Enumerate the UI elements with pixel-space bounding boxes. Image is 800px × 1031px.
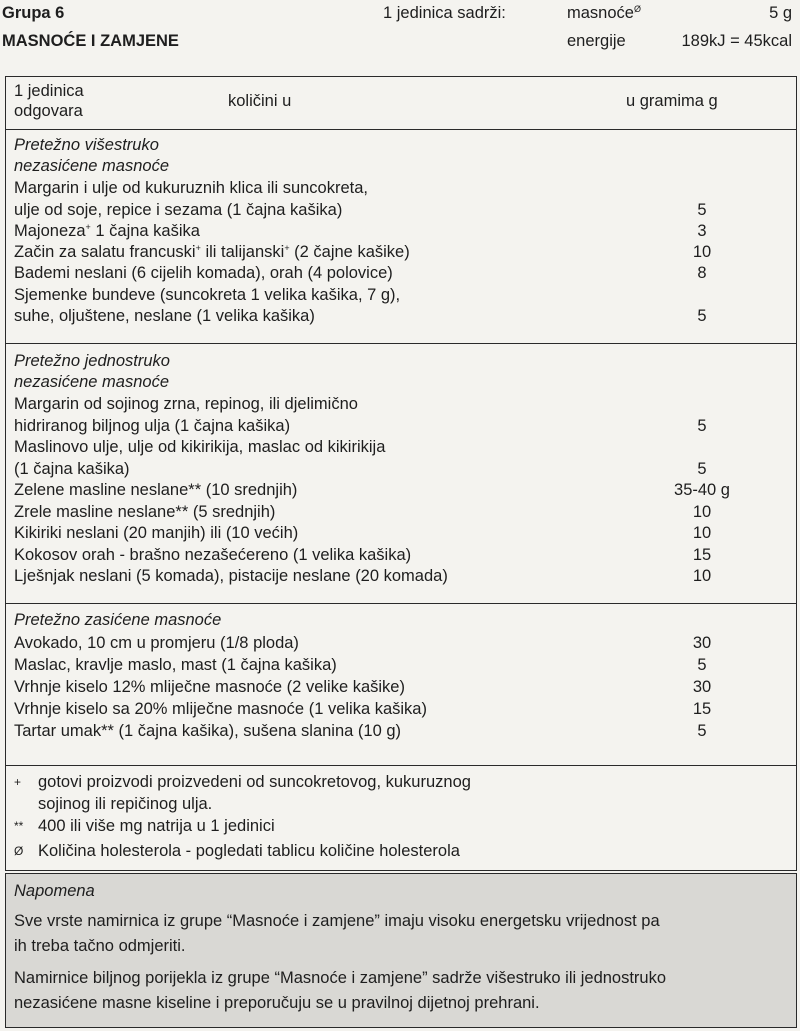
column-header-quantity: količini u: [228, 92, 292, 110]
table-row: Avokado, 10 cm u promjeru (1/8 ploda) 30: [14, 634, 712, 652]
table-row: hidriranog biljnog ulja (1 čajna kašika) 5: [14, 417, 707, 435]
column-header-grams: u gramima g: [626, 92, 718, 110]
table-row: Vrhnje kiselo sa 20% mliječne masnoće (1 velika kašika) 15: [14, 700, 712, 718]
fat-mark: Ø: [633, 4, 641, 14]
table-row: (1 čajna kašika) 5: [14, 460, 707, 478]
table-row: Vrhnje kiselo 12% mliječne masnoće (2 velike kašike) 30: [14, 678, 712, 696]
table-row: ulje od soje, repice i sezama (1 čajna kašika) 5: [14, 201, 707, 219]
section-polyunsaturated: [6, 129, 796, 344]
footnote: ** 400 ili više mg natrija u 1 jedinici: [14, 817, 275, 835]
column-header-unit: 1 jedinica odgovara: [14, 82, 84, 120]
table-row: Zrele masline neslane** (5 srednjih) 10: [14, 503, 712, 521]
table-row: Margarin i ulje od kukuruznih klica ili suncokreta,: [14, 179, 368, 197]
note-line: ih treba tačno odmjeriti.: [14, 937, 186, 955]
footnote-continued: sojinog ili repičinog ulja.: [38, 795, 213, 813]
table-row: Sjemenke bundeve (suncokreta 1 velika kašika, 7 g),: [14, 286, 401, 304]
note-box: [5, 873, 797, 1028]
exchange-table: [5, 76, 797, 871]
page-title: MASNOĆE I ZAMJENE: [2, 32, 179, 50]
note-line: Namirnice biljnog porijekla iz grupe “Masnoće i zamjene” sadrže višestruko ili jednostruko: [14, 969, 667, 987]
section-saturated: [6, 603, 796, 766]
table-row: Kokosov orah - brašno nezašećereno (1 velika kašika) 15: [14, 546, 712, 564]
section-title: nezasićene masnoće: [14, 373, 170, 391]
note-title: Napomena: [14, 882, 95, 900]
table-row: Bademi neslani (6 cijelih komada), orah (4 polovice) 8: [14, 264, 707, 282]
table-row: Margarin od sojinog zrna, repinog, ili djelimično: [14, 395, 358, 413]
table-row: Maslac, kravlje maslo, mast (1 čajna kašika) 5: [14, 656, 707, 674]
table-row: suhe, oljuštene, neslane (1 velika kašika) 5: [14, 307, 707, 325]
footnote: Ø Količina holesterola - pogledati tablicu količine holesterola: [14, 842, 460, 860]
note-line: nezasićene masne kiseline i preporučuju se u pravilnoj dijetnoj prehrani.: [14, 994, 540, 1012]
energy-label: energije: [567, 32, 626, 50]
unit-contains-label: 1 jedinica sadrži:: [383, 4, 506, 22]
table-row: Lješnjak neslani (5 komada), pistacije neslane (20 komada) 10: [14, 567, 712, 585]
fat-value: 5 g: [769, 4, 792, 22]
note-line: Sve vrste namirnica iz grupe “Masnoće i zamjene” imaju visoku energetsku vrijednost pa: [14, 912, 660, 930]
table-row: Začin za salatu francuski+ ili talijanski+ (2 čajne kašike) 10: [14, 243, 712, 261]
fat-label: masnoće$^Ø$: [567, 4, 641, 22]
section-title: Pretežno višestruko: [14, 136, 159, 154]
section-monounsaturated: [6, 343, 796, 604]
table-row: Maslinovo ulje, ulje od kikirikija, maslac od kikirikija: [14, 438, 386, 456]
table-row: Majoneza+ 1 čajna kašika 3: [14, 222, 707, 240]
section-title: Pretežno zasićene masnoće: [14, 611, 222, 629]
section-title: nezasićene masnoće: [14, 157, 170, 175]
footnotes: [6, 765, 796, 870]
table-row: Kikiriki neslani (20 manjih) ili (10 većih) 10: [14, 524, 712, 542]
footnote: + gotovi proizvodi proizvedeni od suncokretovog, kukuruznog: [14, 773, 471, 791]
energy-value: 189kJ = 45kcal: [681, 32, 792, 50]
table-row: Tartar umak** (1 čajna kašika), sušena slanina (10 g) 5: [14, 722, 707, 740]
group-label: Grupa 6: [2, 4, 65, 22]
section-title: Pretežno jednostruko: [14, 352, 170, 370]
table-row: Zelene masline neslane** (10 srednjih) 35-40 g: [14, 481, 730, 499]
